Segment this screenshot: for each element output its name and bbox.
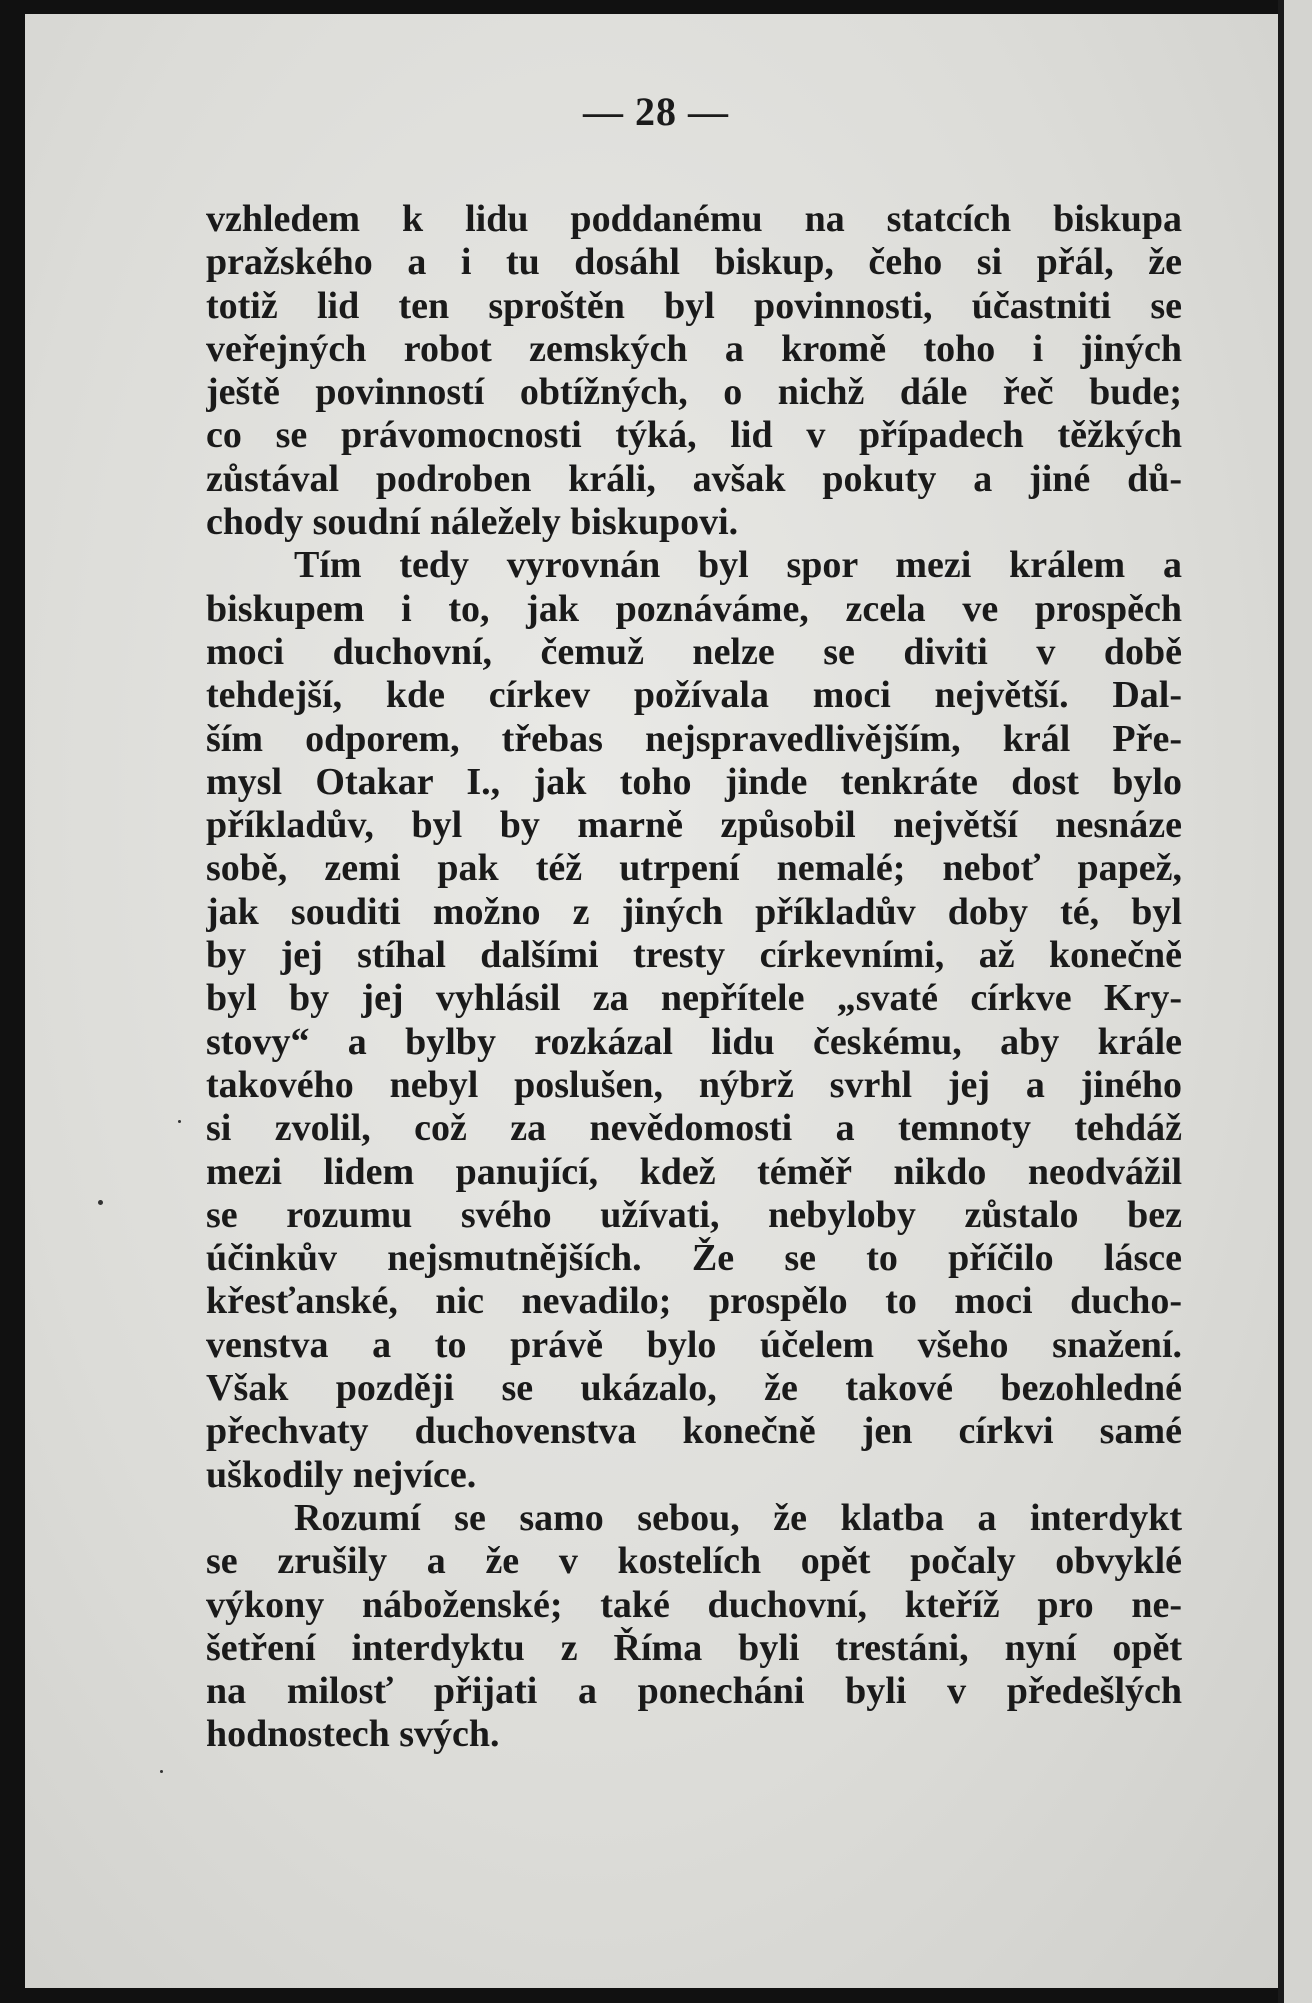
paragraph-start-line: Rozumí se samo sebou, že klatba a interdykt bbox=[294, 1496, 1182, 1539]
text-line: účinkův nejsmutnějších. Že se to příčilo lásce bbox=[206, 1237, 1182, 1280]
text-line: by jej stíhal dalšími tresty církevními, až konečně bbox=[206, 934, 1182, 977]
text-line: co se právomocnosti týká, lid v případech těžkých bbox=[206, 414, 1182, 457]
page-number: — 28 — bbox=[583, 89, 729, 134]
text-line: na milosť přijati a ponecháni byli v předešlých bbox=[206, 1670, 1182, 1713]
text-line: Však později se ukázalo, že takové bezohledné bbox=[206, 1367, 1182, 1410]
text-line: zůstával podroben králi, avšak pokuty a jiné dů- bbox=[206, 457, 1182, 500]
text-line: se zrušily a že v kostelích opět počaly obvyklé bbox=[206, 1540, 1182, 1583]
text-line: mezi lidem panující, kdež téměř nikdo neodvážil bbox=[206, 1150, 1182, 1193]
scan-speck bbox=[98, 1200, 103, 1205]
text-line: výkony náboženské; také duchovní, kteříž pro ne- bbox=[206, 1583, 1182, 1626]
text-line: chody soudní náležely biskupovi. bbox=[206, 501, 739, 544]
scan-speck bbox=[178, 1120, 181, 1123]
text-line: totiž lid ten sproštěn byl povinnosti, účastniti se bbox=[206, 284, 1182, 327]
text-line: křesťanské, nic nevadilo; prospělo to moci ducho- bbox=[206, 1280, 1182, 1323]
text-line: ještě povinností obtížných, o nichž dále řeč bude; bbox=[206, 371, 1182, 414]
text-line: přechvaty duchovenstva konečně jen církvi samé bbox=[206, 1410, 1182, 1453]
text-line: tehdejší, kde církev požívala moci největší. Dal- bbox=[206, 674, 1182, 717]
body-text bbox=[206, 198, 1182, 1757]
text-line: veřejných robot zemských a kromě toho i jiných bbox=[206, 327, 1182, 370]
text-line: stovy“ a bylby rozkázal lidu českému, aby krále bbox=[206, 1020, 1182, 1063]
text-line: byl by jej vyhlásil za nepřítele „svaté církve Kry- bbox=[206, 977, 1182, 1020]
text-line: příkladův, byl by marně způsobil největší nesnáze bbox=[206, 804, 1182, 847]
text-line: mysl Otakar I., jak toho jinde tenkráte dost bylo bbox=[206, 760, 1182, 803]
page-edge-strip bbox=[1280, 0, 1312, 2003]
scan-speck bbox=[160, 1770, 163, 1773]
text-line: biskupem i to, jak poznáváme, zcela ve prospěch bbox=[206, 587, 1182, 630]
text-line: sobě, zemi pak též utrpení nemalé; neboť papež, bbox=[206, 847, 1182, 890]
text-line: jak souditi možno z jiných příkladův doby té, byl bbox=[206, 890, 1182, 933]
text-line: si zvolil, což za nevědomosti a temnoty tehdáž bbox=[206, 1107, 1182, 1150]
binding-shadow bbox=[1278, 0, 1284, 2003]
text-line: uškodily nejvíce. bbox=[206, 1453, 477, 1496]
text-line: vzhledem k lidu poddanému na statcích biskupa bbox=[206, 198, 1182, 240]
paragraph-start-line: Tím tedy vyrovnán byl spor mezi králem a bbox=[294, 544, 1182, 587]
text-line: takového nebyl poslušen, nýbrž svrhl jej a jiného bbox=[206, 1063, 1182, 1106]
text-line: moci duchovní, čemuž nelze se diviti v době bbox=[206, 630, 1182, 673]
text-line: se rozumu svého užívati, nebyloby zůstalo bez bbox=[206, 1193, 1182, 1236]
text-line: hodnostech svých. bbox=[206, 1713, 500, 1756]
text-line: šetření interdyktu z Říma byli trestáni, nyní opět bbox=[206, 1626, 1182, 1669]
text-line: pražského a i tu dosáhl biskup, čeho si přál, že bbox=[206, 241, 1182, 284]
text-line: ším odporem, třebas nejspravedlivějším, král Pře- bbox=[206, 717, 1182, 760]
text-line: venstva a to právě bylo účelem všeho snažení. bbox=[206, 1323, 1182, 1366]
